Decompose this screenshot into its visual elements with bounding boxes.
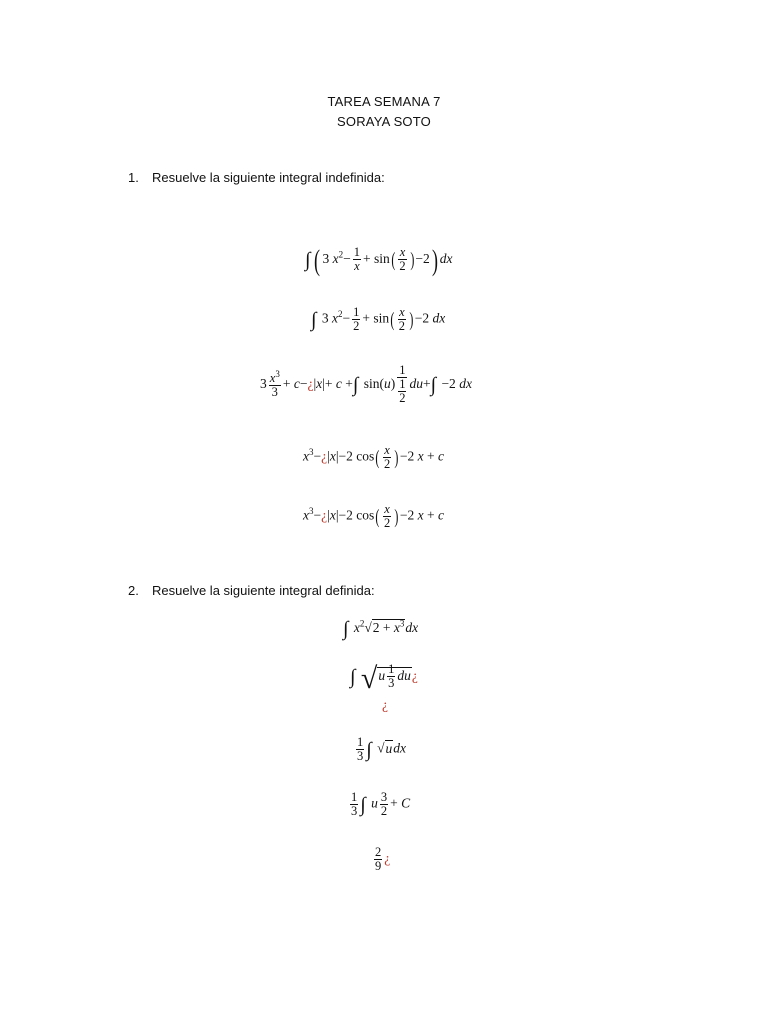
equation-1-1: ∫ ( 3 $x^2-$ $\frac{1}{x}$ + sin( $\frac{x}{2}$ )−2) dx: [305, 244, 453, 277]
equation-2-1: ∫ $x^2√2 + x^3dx$: [343, 618, 419, 640]
equation-2-3: $\frac{1}{3}$ ∫ √udx: [357, 735, 407, 764]
question-2: [128, 583, 375, 598]
question-text: Resuelve la siguiente integral definida:: [152, 583, 375, 598]
question-number: 2.: [128, 583, 139, 598]
equation-1-3: 3 $\frac{x^3}{3}$ + c−¿|x|+ c +∫ sin(u) $\frac{1}{\frac{1}{2}}$ du+∫ −2 dx: [260, 363, 472, 406]
equation-2-4: $\frac{1}{3}$ ∫ u $\frac{3}{2}$ + C: [351, 790, 411, 819]
question-1: [128, 170, 385, 185]
equation-1-2: ∫ 3 $x^2-$ $\frac{1}{2}$ + sin( $\frac{x}{2}$ )−2 dx: [311, 305, 446, 334]
equation-2-2: ∫ √u $\frac{1}{3}$ du¿: [350, 662, 418, 695]
question-text: Resuelve la siguiente integral indefinida:: [152, 170, 385, 185]
document-author: SORAYA SOTO: [337, 114, 431, 129]
equation-2-2-extra: ¿: [382, 697, 388, 712]
question-number: 1.: [128, 170, 139, 185]
equation-2-5: $\frac{2}{9}$ ¿: [375, 845, 391, 874]
document-title: TAREA SEMANA 7: [327, 94, 441, 109]
equation-1-4: $x^3-¿|x|-2$ cos( $\frac{x}{2}$ )−2 x + c: [303, 443, 444, 472]
equation-1-5: $x^3-¿|x|-2$ cos( $\frac{x}{2}$ )−2 x + c: [303, 502, 444, 531]
